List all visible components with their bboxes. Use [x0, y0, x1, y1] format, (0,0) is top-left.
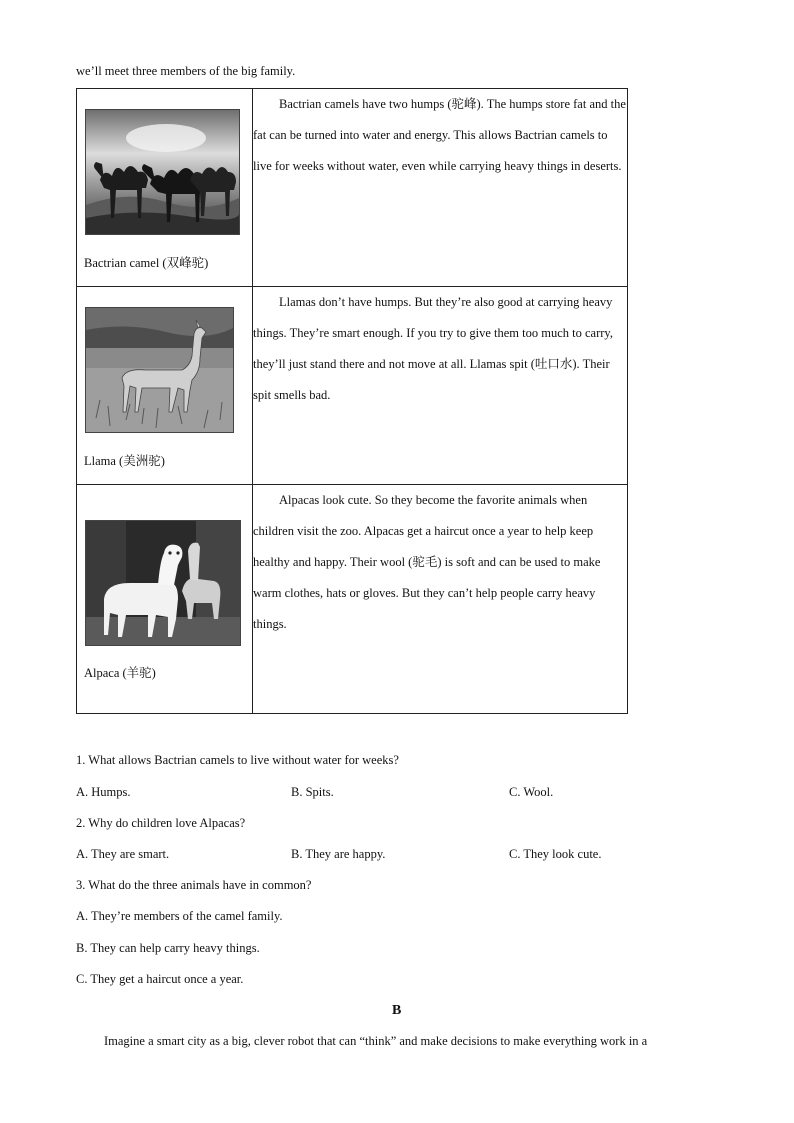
section-heading: B [392, 1003, 402, 1018]
question-2: 2. Why do children love Alpacas? [76, 816, 246, 830]
alpaca-description: Alpacas look cute. So they become the favorite animals when children visit the zoo. Alpacas get a haircut once a year to help keep healthy and happy. Their wool (驼毛) is soft and can be used to make warm clothes, hats or gloves. But they can’t help people carry heavy things. [253, 493, 601, 631]
text-cell [253, 485, 628, 714]
question-3-option-b: B. They can help carry heavy things. [76, 941, 260, 955]
image-cell [77, 485, 253, 714]
question-3-option-c: C. They get a haircut once a year. [76, 972, 244, 986]
alpaca-caption: Alpaca (羊驼) [84, 666, 156, 680]
question-3-option-a: A. They’re members of the camel family. [76, 909, 283, 923]
question-1-option-a: A. Humps. [76, 785, 131, 799]
question-1-option-b: B. Spits. [291, 785, 334, 799]
intro-line: we’ll meet three members of the big family. [76, 64, 296, 78]
alpaca-photo [85, 520, 241, 646]
question-1-option-c: C. Wool. [509, 785, 554, 799]
bactrian-camel-caption: Bactrian camel (双峰驼) [84, 256, 209, 270]
text-cell [253, 287, 628, 485]
bactrian-camel-photo [85, 109, 240, 235]
section-b-paragraph: Imagine a smart city as a big, clever robot that can “think” and make decisions to make everything work in a [104, 1034, 648, 1048]
question-2-option-a: A. They are smart. [76, 847, 170, 861]
question-2-option-b: B. They are happy. [291, 847, 386, 861]
text-cell [253, 89, 628, 287]
llama-photo [85, 307, 234, 433]
llama-description: Llamas don’t have humps. But they’re also good at carrying heavy things. They’re smart enough. If you try to give them too much to carry, they’ll just stand there and not move at all. Llamas spit (吐口水). Their spit smells bad. [253, 295, 613, 402]
llama-caption: Llama (美洲驼) [84, 454, 165, 468]
bactrian-camel-description: Bactrian camels have two humps (驼峰). The humps store fat and the fat can be turned into water and energy. This allows Bactrian camels to live for weeks without water, even while carrying heavy things in deserts. [253, 97, 626, 173]
question-1: 1. What allows Bactrian camels to live without water for weeks? [76, 753, 399, 767]
animal-table [76, 88, 628, 714]
table-row [77, 89, 628, 287]
question-2-option-c: C. They look cute. [509, 847, 602, 861]
question-3: 3. What do the three animals have in common? [76, 878, 312, 892]
table-row [77, 485, 628, 714]
table-row [77, 287, 628, 485]
image-cell [77, 89, 253, 287]
image-cell [77, 287, 253, 485]
